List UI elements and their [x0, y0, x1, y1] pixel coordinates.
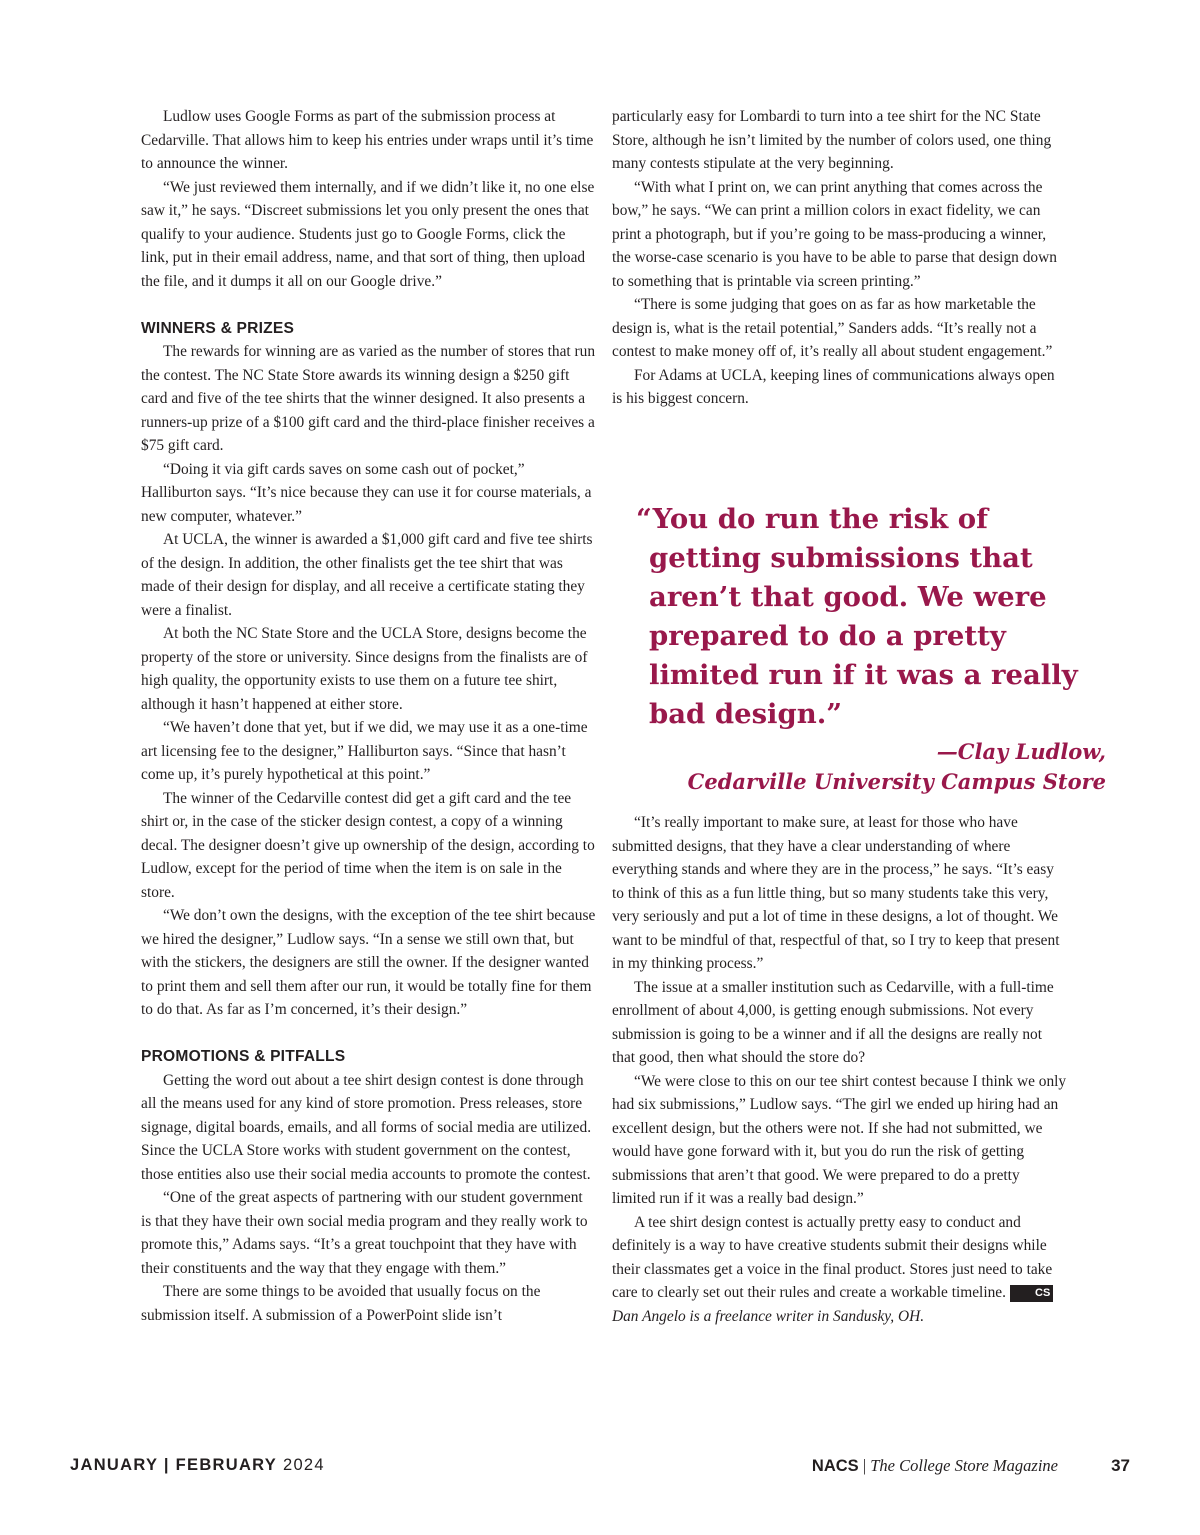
- paragraph: “There is some judging that goes on as far as how marketable the design is, what is the retail potential,” Sanders adds. “It’s really not a contest to make money off of, it’s really all about student engagement.”: [612, 296, 1053, 360]
- pull-quote-attribution: [636, 737, 1106, 797]
- paragraph: There are some things to be avoided that usually focus on the submission itself. A submission of a PowerPoint slide isn’t: [141, 1283, 541, 1324]
- nacs-logo-text: NACS: [811, 1457, 859, 1475]
- left-column: [141, 105, 596, 1327]
- paragraph-final: [612, 1211, 1067, 1305]
- paragraph: “One of the great aspects of partnering with our student government is that they have their own social media program and they really work to promote this,” Adams says. “It’s a great touchpoint that they have with their constituents and the way that they engage with them.”: [141, 1189, 588, 1277]
- section-heading-winners: WINNERS & PRIZES: [141, 319, 295, 337]
- paragraph: “We haven’t done that yet, but if we did, we may use it as a one-time art licensing fee to the designer,” Halliburton says. “Since that hasn’t come up, it’s purely hypothetical at this point.”: [141, 719, 588, 783]
- paragraph: At both the NC State Store and the UCLA Store, designs become the property of the store or university. Since designs from the finalists are of high quality, the opportunity exists to use them on a future tee shirt, although it hasn’t happened at either store.: [141, 625, 588, 713]
- issue-date: [70, 1456, 325, 1475]
- magazine-name: [812, 1456, 1058, 1476]
- paragraph: “We just reviewed them internally, and if we didn’t like it, no one else saw it,” he says. “Discreet submissions let you only present the ones that qualify to your audience. Students just go to Google Forms, click the link, put in their email address, name, and that sort of thing, then upload the file, and it dumps it all on our Google drive.”: [141, 178, 595, 290]
- magazine-title: The College Store Magazine: [870, 1456, 1058, 1475]
- paragraph: The issue at a smaller institution such as Cedarville, with a full-time enrollment of about 4,000, is getting enough submissions. Not every submission is going to be a winner and if all the designs are really not that good, then what should the store do?: [612, 978, 1054, 1066]
- cs-end-mark-icon: CS: [1010, 1285, 1053, 1302]
- section-heading-promotions: PROMOTIONS & PITFALLS: [141, 1048, 346, 1065]
- pull-quote: [636, 500, 1106, 797]
- paragraph: particularly easy for Lombardi to turn into a tee shirt for the NC State Store, although he isn’t limited by the number of colors used, one thing many contests stipulate at the very beginning.: [612, 108, 1052, 172]
- issue-year: 2024: [282, 1456, 325, 1474]
- right-column-lower: [612, 811, 1067, 1328]
- paragraph: Getting the word out about a tee shirt design contest is done through all the means used for any kind of store promotion. Press releases, store signage, digital boards, emails, and all forms of social media are utilized. Since the UCLA Store works with student government on the contest, those entities also use their social media accounts to promote the contest.: [141, 1071, 592, 1183]
- page-footer: [70, 1456, 1130, 1486]
- paragraph: “It’s really important to make sure, at least for those who have submitted designs, that they have a clear understanding of where everything stands and where they are in the process,” he says. “It’s easy to think of this as a fun little thing, but so many students take this very, very seriously and put a lot of time in these designs, a lot of thought. We want to be mindful of that, respectful of that, so I try to keep that present in my thinking process.”: [612, 814, 1060, 972]
- paragraph: “With what I print on, we can print anything that comes across the bow,” he says. “We can print a million colors in exact fidelity, we can print a photograph, but if you’re going to be mass-producing a winner, the worse-case scenario is you have to be able to parse that design down to something that is printable via screen printing.”: [612, 178, 1057, 290]
- paragraph-text: A tee shirt design contest is actually pretty easy to conduct and definitely is a way to have creative students submit their designs while their classmates get a voice in the final product. Stores just need to take care to clearly set out their rules and create a workable timeline.: [612, 1213, 1053, 1301]
- paragraph: The rewards for winning are as varied as the number of stores that run the contest. The NC State Store awards its winning design a $250 gift card and five of the tee shirts that the winner designed. It also presents a runners-up prize of a $100 gift card and the third-place finisher receives a $75 gift card.: [141, 343, 596, 454]
- paragraph: The winner of the Cedarville contest did get a gift card and the tee shirt or, in the case of the sticker design contest, a copy of a winning decal. The designer doesn’t give up ownership of the design, according to Ludlow, except for the period of time when the item is on sale in the store.: [141, 789, 595, 901]
- author-byline: Dan Angelo is a freelance writer in Sandusky, OH.: [612, 1307, 925, 1325]
- footer-separator: |: [862, 1456, 867, 1475]
- pull-quote-text: “You do run the risk of getting submissions that aren’t that good. We were prepared to do a pretty limited run if it was a really bad design.”: [636, 503, 1078, 730]
- paragraph: “We don’t own the designs, with the exception of the tee shirt because we hired the designer,” Ludlow says. “In a sense we still own that, but with the stickers, the designers are still the owner. If the designer wanted to print them and sell them after our run, it would be totally fine for them to do that. As far as I’m concerned, it’s their design.”: [141, 907, 596, 1018]
- attribution-org: Cedarville University Campus Store: [687, 769, 1106, 794]
- page-number: 37: [1111, 1456, 1130, 1475]
- paragraph: “Doing it via gift cards saves on some cash out of pocket,” Halliburton says. “It’s nice because they can use it for course materials, a new computer, whatever.”: [141, 460, 592, 525]
- right-column-upper: [612, 105, 1067, 411]
- paragraph: Ludlow uses Google Forms as part of the submission process at Cedarville. That allows him to keep his entries under wraps until it’s time to announce the winner.: [141, 108, 594, 172]
- paragraph: “We were close to this on our tee shirt contest because I think we only had six submissions,” Ludlow says. “The girl we ended up hiring had an excellent design, but the others were not. If she had not submitted, we would have gone forward with it, but you do run the risk of getting submissions that aren’t that good. We were prepared to do a pretty limited run if it was a really bad design.”: [612, 1072, 1067, 1207]
- paragraph: At UCLA, the winner is awarded a $1,000 gift card and five tee shirts of the design. In addition, the other finalists get the tee shirt that was made of their design for display, and all receive a certificate stating they were a finalist.: [141, 531, 593, 619]
- issue-months: JANUARY | FEBRUARY: [70, 1456, 278, 1474]
- paragraph: For Adams at UCLA, keeping lines of communications always open is his biggest concern.: [612, 366, 1055, 407]
- attribution-name: —Clay Ludlow,: [936, 739, 1106, 764]
